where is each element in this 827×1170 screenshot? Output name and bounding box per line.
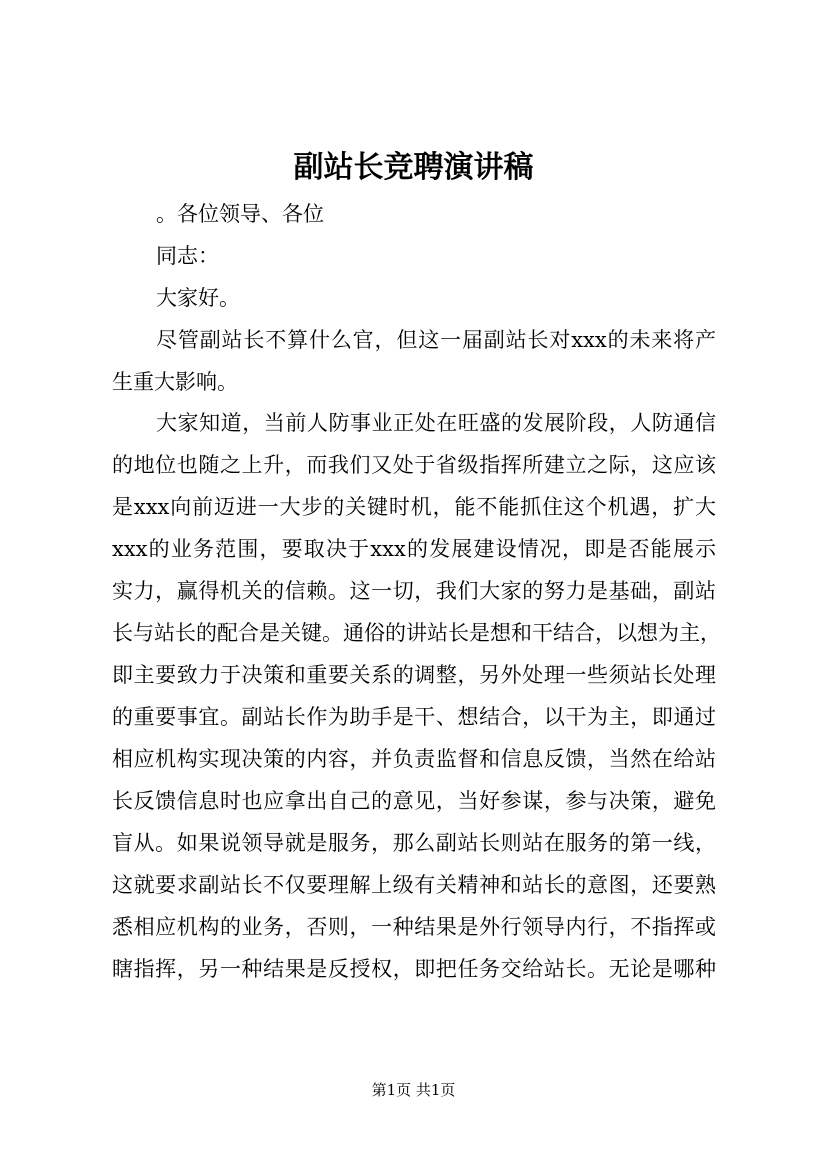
paragraph-line: 盲从。如果说领导就是服务，那么副站长则站在服务的第一线， xyxy=(112,831,716,855)
paragraph-line: xxx的业务范围，要取决于xxx的发展建设情况，即是否能展示 xyxy=(112,537,716,561)
paragraph-line: 这就要求副站长不仅要理解上级有关精神和站长的意图，还要熟 xyxy=(112,873,716,897)
paragraph-line: 悉相应机构的业务，否则，一种结果是外行领导内行，不指挥或 xyxy=(112,915,716,939)
paragraph-line: 实力，赢得机关的信赖。这一切，我们大家的努力是基础，副站 xyxy=(112,579,716,603)
paragraph-line: 长反馈信息时也应拿出自己的意见，当好参谋，参与决策，避免 xyxy=(112,789,716,813)
paragraph-line: 瞎指挥，另一种结果是反授权，即把任务交给站长。无论是哪种 xyxy=(112,957,716,981)
page-number-footer: 第1页 共1页 xyxy=(371,1081,456,1099)
hello-line: 大家好。 xyxy=(156,286,240,310)
paragraph-line: 长与站长的配合是关键。通俗的讲站长是想和干结合，以想为主， xyxy=(112,621,721,645)
paragraph-line: 是xxx向前迈进一大步的关键时机，能不能抓住这个机遇，扩大 xyxy=(112,495,716,519)
paragraph-line: 即主要致力于决策和重要关系的调整，另外处理一些须站长处理 xyxy=(112,663,716,687)
document-title: 副站长竞聘演讲稿 xyxy=(293,150,534,185)
paragraph-line: 的地位也随之上升，而我们又处于省级指挥所建立之际，这应该 xyxy=(112,453,716,477)
greeting-line: 同志： xyxy=(156,244,219,268)
paragraph-line: 生重大影响。 xyxy=(112,370,238,394)
greeting-line: 。各位领导、各位 xyxy=(156,202,324,226)
paragraph-line: 的重要事宜。副站长作为助手是干、想结合，以干为主，即通过 xyxy=(112,705,716,729)
paragraph-line: 大家知道，当前人防事业正处在旺盛的发展阶段，人防通信 xyxy=(156,411,716,435)
paragraph-line: 相应机构实现决策的内容，并负责监督和信息反馈，当然在给站 xyxy=(112,747,716,771)
paragraph-line: 尽管副站长不算什么官，但这一届副站长对xxx的未来将产 xyxy=(156,328,716,352)
